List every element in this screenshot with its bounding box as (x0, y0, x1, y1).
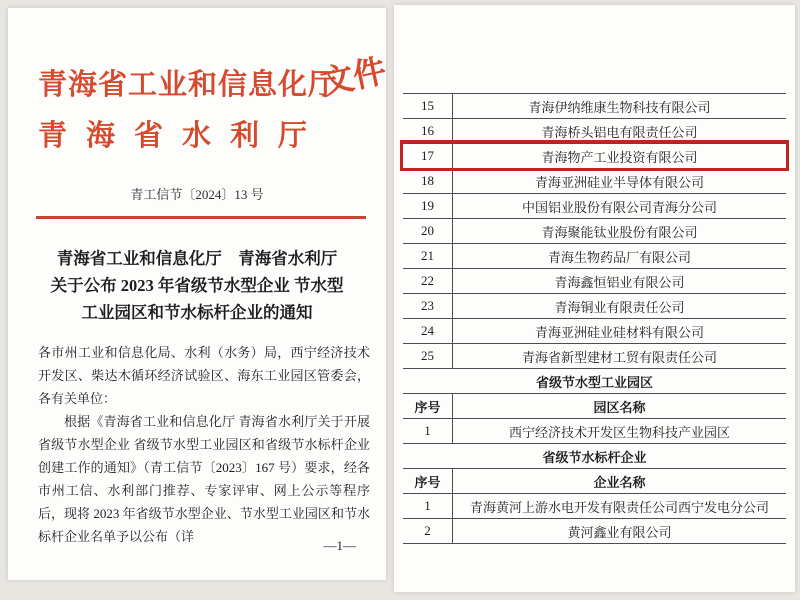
row-number: 22 (403, 269, 453, 293)
document-page-1 (8, 8, 390, 580)
row-number: 25 (403, 344, 453, 368)
table-row (403, 119, 786, 144)
company-name: 青海伊纳维康生物科技有限公司 (528, 99, 711, 115)
letterhead-divider (36, 216, 366, 219)
row-number: 21 (403, 244, 453, 268)
company-name: 中国铝业股份有限公司青海分公司 (521, 199, 717, 215)
row-number: 24 (403, 319, 453, 343)
letterhead-wenjian-label: 文件 (317, 53, 390, 103)
table-row (403, 519, 786, 544)
row-number: 15 (403, 94, 453, 118)
table-row (403, 294, 786, 319)
row-number: 1 (403, 494, 453, 518)
company-name: 青海铜业有限责任公司 (554, 299, 685, 315)
company-name: 青海物产工业投资有限公司 (541, 149, 698, 165)
row-number: 16 (403, 119, 453, 143)
enterprise-table (403, 93, 786, 544)
row-number: 2 (403, 519, 453, 543)
row-number: 1 (403, 419, 453, 443)
document-title-line3: 工业园区和节水标杆企业的通知 (81, 303, 313, 322)
agency-name-line2: 青海省水利厅 (38, 120, 327, 152)
table-row (403, 244, 786, 269)
table-header-parks (403, 394, 786, 419)
agency-name-line1: 青海省工业和信息化厅 (38, 69, 339, 101)
column-header-name: 园区名称 (593, 399, 646, 415)
table-row (403, 194, 786, 219)
company-name: 黄河鑫业有限公司 (567, 524, 672, 540)
table-header-benchmark (403, 469, 786, 494)
page-number: —1— (323, 538, 356, 553)
company-name: 青海生物药品厂有限公司 (547, 249, 691, 265)
column-header-no: 序号 (403, 394, 453, 418)
table-row (403, 94, 786, 119)
table-row (403, 219, 786, 244)
body-paragraph-addressees: 各市州工业和信息化局、水利（水务）局，西宁经济技术开发区、柴达木循环经济试验区、海东工业园区管委会，各有关单位： (38, 345, 370, 406)
row-number: 20 (403, 219, 453, 243)
letterhead (8, 8, 390, 154)
document-title-line2: 关于公布 2023 年省级节水型企业 节水型 (50, 276, 344, 295)
column-header-name: 企业名称 (593, 474, 646, 490)
document-title (8, 245, 386, 326)
company-name: 青海聚能钛业股份有限公司 (541, 224, 698, 240)
table-row (403, 494, 786, 519)
table-row-highlighted (403, 144, 786, 169)
table-row (403, 269, 786, 294)
section-header-benchmark (403, 444, 786, 469)
company-name: 青海桥头铝电有限责任公司 (541, 124, 698, 140)
park-name: 西宁经济技术开发区生物科技产业园区 (508, 424, 730, 440)
row-number: 18 (403, 169, 453, 193)
table-row (403, 344, 786, 369)
company-name: 青海亚洲硅业半导体有限公司 (534, 174, 704, 190)
table-row (403, 419, 786, 444)
table-row (403, 169, 786, 194)
section-header-parks (403, 369, 786, 394)
row-number: 17 (403, 144, 453, 168)
company-name: 青海省新型建材工贸有限责任公司 (521, 349, 717, 365)
section-title: 省级节水标杆企业 (542, 449, 647, 465)
document-title-line1: 青海省工业和信息化厅 青海省水利厅 (56, 249, 338, 268)
row-number: 23 (403, 294, 453, 318)
body-paragraph-main: 根据《青海省工业和信息化厅 青海省水利厅关于开展省级节水型企业 省级节水型工业园区和省级节水标杆企业创建工作的通知》（青工信节〔2023〕167 号）要求，经各市州工信、水利部门推荐、专家评审、网上公示等程序后，现将 2023 年省级节水型企业、节水型工业园区和节水标杆企业名单予以公布（详 (38, 414, 370, 544)
section-title: 省级节水型工业园区 (535, 374, 653, 390)
company-name: 青海亚洲硅业硅材料有限公司 (534, 324, 704, 340)
document-body (38, 341, 370, 548)
document-number: 青工信节〔2024〕13 号 (130, 187, 264, 202)
column-header-no: 序号 (403, 469, 453, 493)
company-name: 青海黄河上游水电开发有限责任公司西宁发电分公司 (469, 499, 769, 515)
document-page-2 (394, 5, 795, 592)
row-number: 19 (403, 194, 453, 218)
table-row (403, 319, 786, 344)
company-name: 青海鑫恒铝业有限公司 (554, 274, 685, 290)
